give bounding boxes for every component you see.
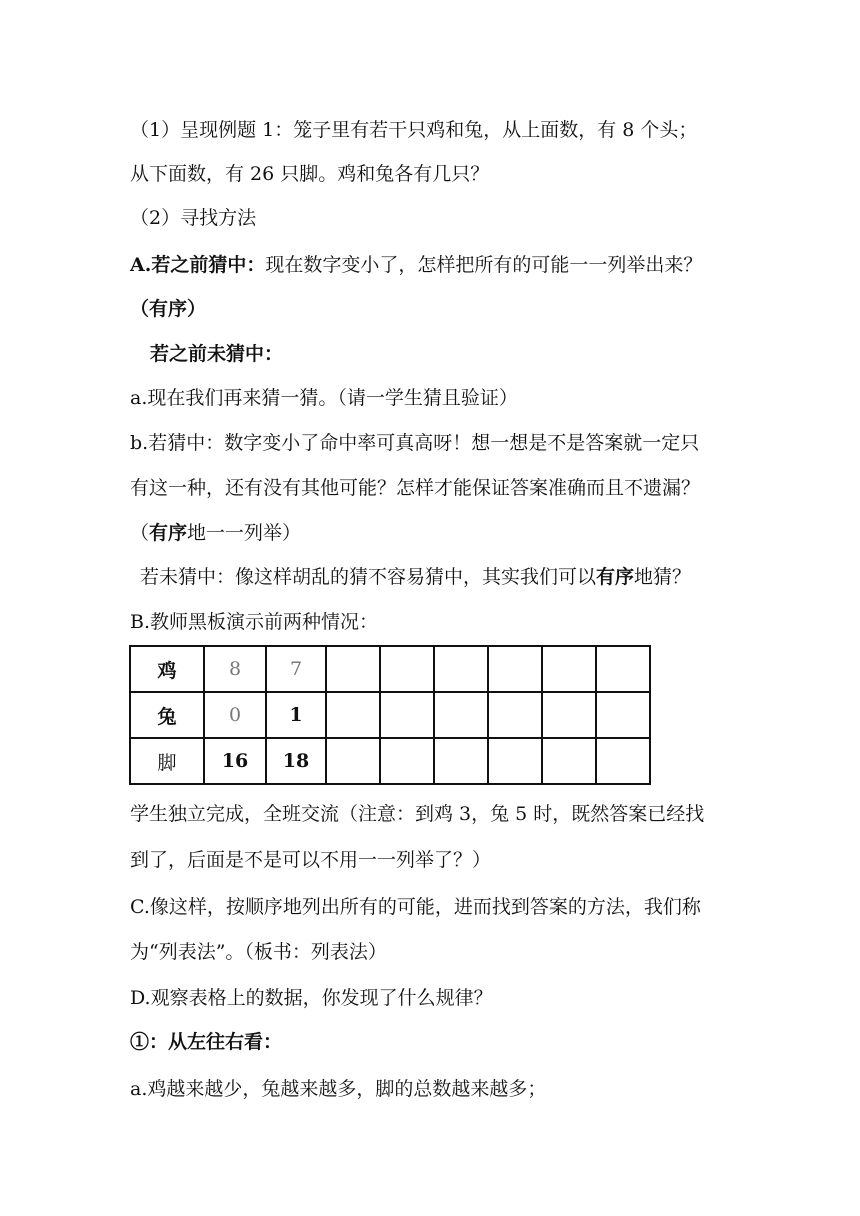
paragraph-line: D.观察表格上的数据，你发现了什么规律？ [130, 987, 493, 1009]
paragraph-line: C.像这样，按顺序地列出所有的可能，进而找到答案的方法，我们称 [130, 896, 701, 918]
paragraph-line: 有这一种，还有没有其他可能？怎样才能保证答案准确而且不遗漏？ [130, 477, 701, 499]
table-cell [380, 646, 434, 692]
table-cell [596, 646, 650, 692]
text-fragment: 地一一列举） [187, 522, 302, 544]
paragraph-line: b.若猜中：数字变小了命中率可真高呀！想一想是不是答案就一定只 [130, 432, 700, 454]
table-cell [326, 646, 380, 692]
table-cell [488, 646, 542, 692]
paragraph-line: a.现在我们再来猜一猜。（请一学生猜且验证） [130, 387, 518, 409]
table-cell [488, 692, 542, 738]
table-cell [434, 692, 488, 738]
paragraph-line: B.教师黑板演示前两种情况： [130, 611, 379, 633]
table-row-rabbit [130, 692, 650, 738]
table-cell [434, 646, 488, 692]
emphasis-text: 有序 [596, 566, 635, 588]
table-cell [596, 692, 650, 738]
table-cell: 16 [204, 738, 266, 784]
paragraph-line [130, 253, 702, 277]
subsection-heading: ①：从左往右看： [130, 1031, 283, 1053]
section-heading: （2）寻找方法 [130, 207, 257, 229]
table-cell [326, 738, 380, 784]
table-cell: 7 [266, 646, 326, 692]
table-cell [596, 738, 650, 784]
row-header: 脚 [130, 738, 204, 784]
paragraph-line: （1）呈现例题 1：笼子里有若干只鸡和兔，从上面数，有 8 个头； [130, 119, 698, 141]
table-cell [380, 692, 434, 738]
paragraph-line: a.鸡越来越少，兔越来越多，脚的总数越来越多； [130, 1078, 547, 1100]
paragraph-line [140, 565, 691, 589]
row-header: 兔 [130, 692, 204, 738]
case-label: A.若之前猜中： [130, 254, 266, 276]
table-cell [380, 738, 434, 784]
case-label: 若之前未猜中： [150, 343, 284, 365]
row-header: 鸡 [130, 646, 204, 692]
paragraph-line [130, 521, 301, 545]
table-cell [434, 738, 488, 784]
table-row-feet [130, 738, 650, 784]
paragraph-line: 学生独立完成，全班交流（注意：到鸡 3，兔 5 时，既然答案已经找 [130, 803, 705, 825]
text-fragment: 地猜？ [634, 566, 692, 588]
emphasis-text: 有序 [149, 522, 188, 544]
table-cell: 18 [266, 738, 326, 784]
table-cell [326, 692, 380, 738]
text-fragment: 若未猜中：像这样胡乱的猜不容易猜中，其实我们可以 [140, 566, 597, 588]
table-cell [542, 692, 596, 738]
table-row-chicken [130, 646, 650, 692]
table-cell [542, 646, 596, 692]
table-cell: 0 [204, 692, 266, 738]
table-cell: 1 [266, 692, 326, 738]
table-cell [542, 738, 596, 784]
table-cell [488, 738, 542, 784]
paragraph-line: 从下面数，有 26 只脚。鸡和兔各有几只？ [130, 163, 490, 185]
paragraph-line: （有序） [130, 298, 207, 320]
table-cell: 8 [204, 646, 266, 692]
paragraph-line: 到了，后面是不是可以不用一一列举了？） [130, 849, 492, 871]
listing-table [129, 645, 651, 785]
text-fragment: （ [130, 522, 150, 544]
paragraph-line: 为“列表法”。（板书：列表法） [130, 941, 387, 963]
case-text: 现在数字变小了，怎样把所有的可能一一列举出来？ [265, 254, 703, 276]
